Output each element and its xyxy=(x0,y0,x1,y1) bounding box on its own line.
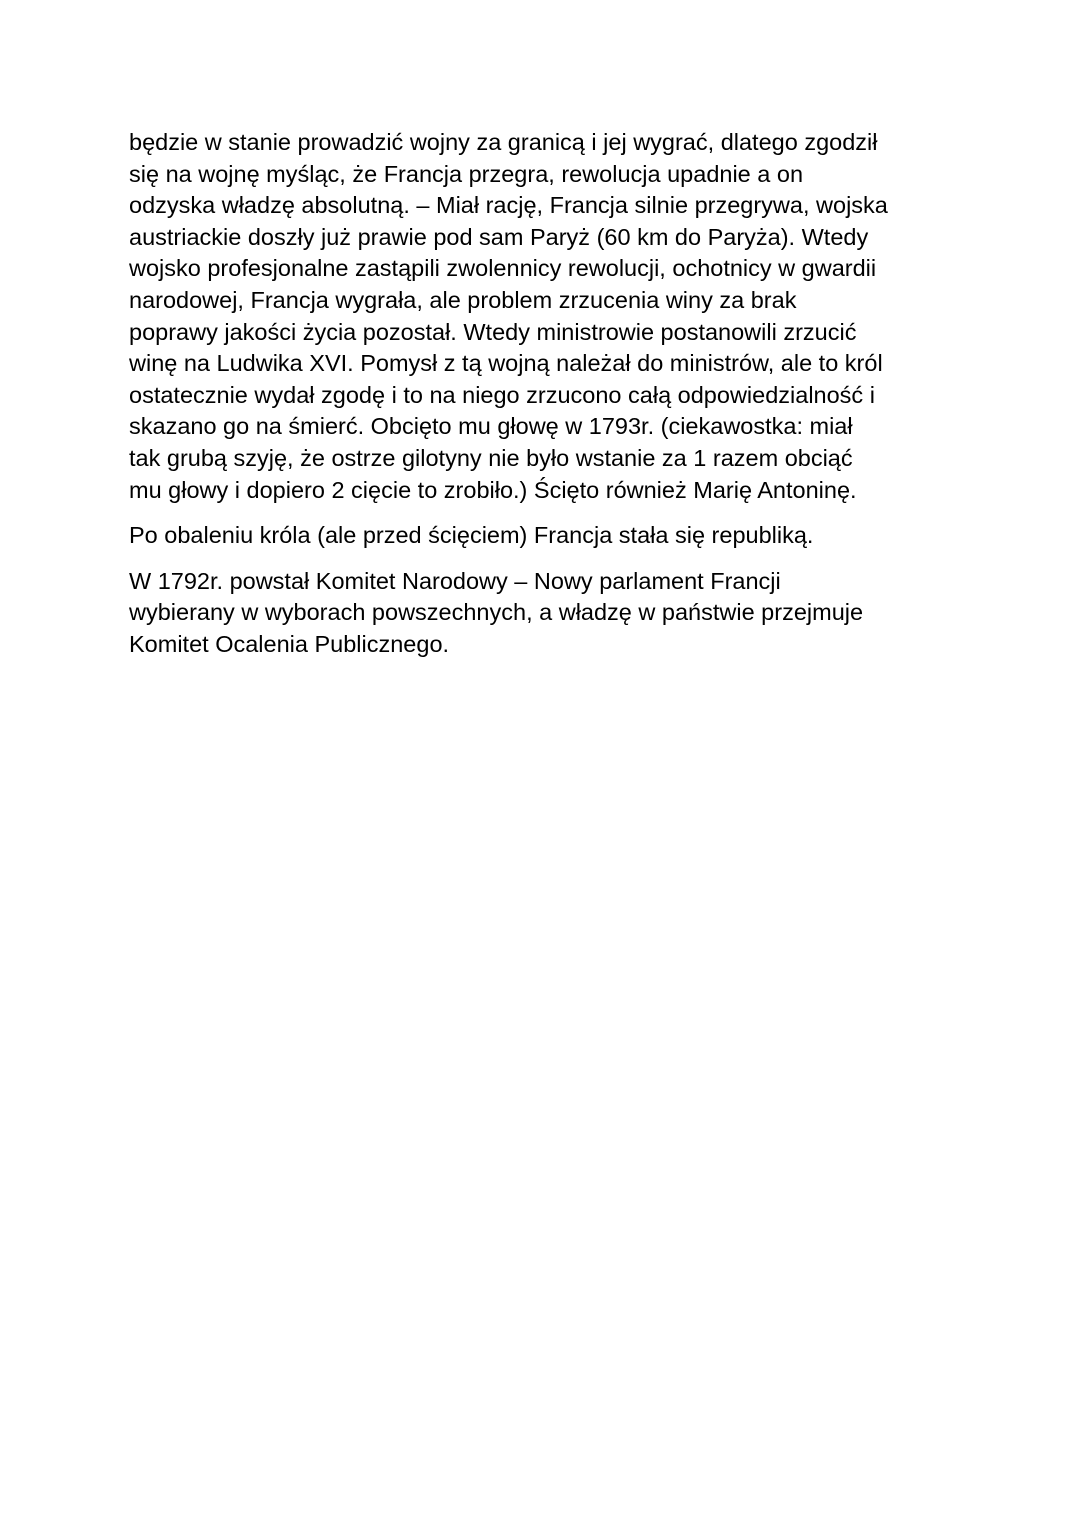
paragraph-republic xyxy=(129,520,969,552)
text-line: W 1792r. powstał Komitet Narodowy – Nowy parlament Francji xyxy=(129,567,781,594)
document-body xyxy=(129,127,969,661)
paragraph-louis-xvi-war xyxy=(129,127,969,506)
text-line: poprawy jakości życia pozostał. Wtedy ministrowie postanowili zrzucić xyxy=(129,318,857,345)
text-line: będzie w stanie prowadzić wojny za granicą i jej wygrać, dlatego zgodził xyxy=(129,129,878,155)
text-line: skazano go na śmierć. Obcięto mu głowę w 1793r. (ciekawostka: miał xyxy=(129,413,853,440)
text-line: ostatecznie wydał zgodę i to na niego zrzucono całą odpowiedzialność i xyxy=(129,381,875,408)
text-line: się na wojnę myśląc, że Francja przegra, rewolucja upadnie a on xyxy=(129,160,804,187)
text-line: Po obaleniu króla (ale przed ścięciem) Francja stała się republiką. xyxy=(129,522,814,549)
text-line: tak grubą szyję, że ostrze gilotyny nie było wstanie za 1 razem obciąć xyxy=(129,444,853,471)
paragraph-national-committee xyxy=(129,566,969,661)
text-line: wybierany w wyborach powszechnych, a władzę w państwie przejmuje xyxy=(129,599,864,626)
text-line: narodowej, Francja wygrała, ale problem zrzucenia winy za brak xyxy=(129,286,797,313)
text-line: odzyska władzę absolutną. – Miał rację, Francja silnie przegrywa, wojska xyxy=(129,192,888,219)
text-line: winę na Ludwika XVI. Pomysł z tą wojną należał do ministrów, ale to król xyxy=(129,350,883,377)
text-line: austriackie doszły już prawie pod sam Paryż (60 km do Paryża). Wtedy xyxy=(129,223,869,250)
text-line: wojsko profesjonalne zastąpili zwolennicy rewolucji, ochotnicy w gwardii xyxy=(129,255,877,282)
text-line: mu głowy i dopiero 2 cięcie to zrobiło.) Ścięto również Marię Antoninę. xyxy=(129,476,857,503)
text-line: Komitet Ocalenia Publicznego. xyxy=(129,630,450,657)
